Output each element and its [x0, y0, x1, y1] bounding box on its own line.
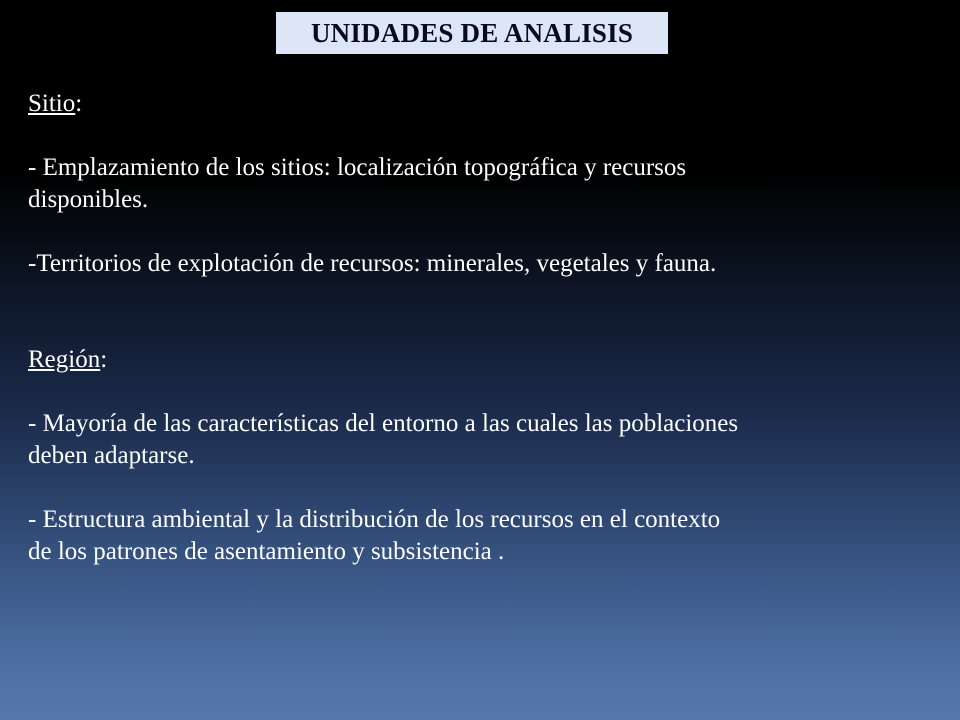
bullet-sitio-2-line-1: -Territorios de explotación de recursos: minerales, vegetales y fauna.: [28, 250, 717, 277]
section-heading-sitio-label: Sitio: [28, 90, 76, 117]
bullet-region-1-line-2: deben adaptarse.: [28, 442, 195, 469]
section-heading-region: [28, 344, 943, 376]
bullet-region-2-line-2: de los patrones de asentamiento y subsistencia .: [28, 538, 505, 565]
section-heading-region-label: Región: [28, 346, 101, 373]
section-heading-sitio-colon: :: [75, 90, 83, 117]
bullet-region-1-line-1: - Mayoría de las características del entorno a las cuales las poblaciones: [28, 410, 739, 437]
slide-content: [28, 88, 943, 568]
slide-title: UNIDADES DE ANALISIS: [310, 17, 634, 48]
bullet-region-2-line-1: - Estructura ambiental y la distribución de los recursos en el contexto: [28, 506, 721, 533]
section-heading-sitio: [28, 88, 943, 120]
bullet-sitio-1-line-1: - Emplazamiento de los sitios: localización topográfica y recursos: [28, 154, 687, 181]
section-heading-region-colon: :: [100, 346, 108, 373]
bullet-sitio-1-line-2: disponibles.: [28, 186, 149, 213]
title-box: [276, 12, 668, 54]
